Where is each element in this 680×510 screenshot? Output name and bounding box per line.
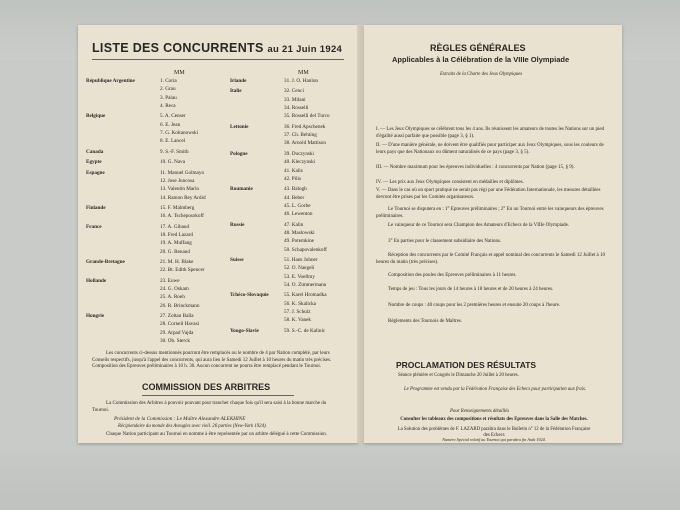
commission-footer: Chaque Nation participant au Tournoi en nomme à être représentée par un arbitre délégué à cette Commission. (106, 432, 328, 437)
competitor-name: 28. Corneil Havasi (160, 321, 200, 328)
competitor-name: 19. A. Muffang (160, 240, 192, 247)
commission-underline (142, 395, 294, 396)
olympic-rule: IV. — Les prix aux Jeux Olympiques consistent en médailles et diplômes. (376, 180, 524, 185)
competitor-name: 1. Coria (160, 78, 177, 84)
competitor-name: 57. J. Schulz (284, 309, 311, 316)
competitor-name: 35. Rosselli del Turco (284, 113, 330, 120)
programme-note: Le Programme est vendu par la Fédération Française des Echecs pour participation aux frais. (403, 387, 587, 392)
charter-extract-label: Extraits de la Charte des Jeux Olympiques (440, 72, 523, 77)
competitor-name: 3. Palau (160, 94, 177, 101)
competitor-name: 12. Jose Juncosa (160, 177, 195, 184)
competitor-name: 33. Milani (284, 96, 306, 103)
competitor-name: 47. Kalin (284, 221, 304, 228)
competitor-name: 49. Potemkine (284, 238, 314, 245)
competitor-name: 8. E. Lancel (160, 138, 186, 145)
tournament-rule: 3° En parties pour le classement subsidiaire des Nations. (388, 239, 502, 244)
country-label: Yougo-Slavie (230, 327, 259, 334)
competitor-name: 43. Balogh (284, 186, 307, 193)
competitor-name: 4. Reca (160, 103, 176, 110)
rules-title: RÈGLES GÉNÉRALES (430, 43, 526, 53)
competitor-name: 41. Kalis (284, 167, 303, 174)
competitor-name: 51. Hans Johner (284, 257, 318, 263)
competitor-name: 29. Arpad Vajda (160, 329, 194, 336)
commission-text: La Commission des Arbitres à pouvoir pouvant pour trancher chaque fois qu'il sera saisi à la bonne marche du Tournoi. (92, 401, 327, 413)
mm-label-left: MM (174, 70, 185, 76)
country-label: Belgique (86, 113, 106, 120)
competitor-name: 22. Bt. Edith Spencer (160, 267, 205, 274)
competitor-name: 46. Lewenton (284, 211, 313, 218)
country-label: Grande-Bretagne (86, 259, 125, 265)
competitor-name: 26. R. Brinckmann (160, 302, 200, 309)
tournament-rule: Nombre de coups : 40 coups pour les 2 premières heures et ensuite 20 coups à l'heure. (388, 303, 561, 308)
title-text: LISTE DES CONCURRENTS (92, 41, 264, 55)
country-label: République Argentine (86, 78, 135, 84)
competitor-name: 20. G. Renaud (160, 248, 190, 255)
olympic-rule: I. — Les Jeux Olympiques se célèbrent tous les 4 ans. Ils réunissent les amateurs de toutes les Nations sur un pied d'égalité aussi parfaite que possible (page 3, § 1). (376, 127, 605, 139)
competitor-name: 34. Rosselli (284, 105, 309, 112)
competitor-name: 5. A. Censer (160, 113, 186, 120)
competitor-name: 45. L. Gorbe (284, 202, 311, 209)
solution-note: La Solution des problèmes de F. LAZARD paraîtra dans le Bulletin n° 12 de la Fédération Française des Echecs (397, 427, 591, 438)
country-label: Irlande (230, 78, 247, 84)
president-note: Récipiendaire du monde des Aveugles avec vieil. 26 parties (New-York 1924). (118, 424, 267, 429)
competitor-name: 7. G. Koltanowski (160, 130, 199, 137)
olympic-rule: V. — Dans le cas où un sport pratiqué ne serait pas régi par une Fédération Internationale, les mesures détaillées devront être prises par les Comités organisateurs. (376, 188, 601, 200)
competitor-name: 53. E. Voellmy (284, 273, 315, 280)
country-label: Espagne (86, 169, 105, 176)
proclamation-text: Séance plénière et Congrès le Dimanche 20 Juillet à 20 heures. (398, 373, 519, 378)
competitor-name: 10. G. Nava (160, 159, 186, 166)
country-label: Russie (230, 221, 245, 228)
rules-subtitle: Applicables à la Célébration de la VIIIe Olympiade (392, 55, 570, 64)
country-label: Canada (86, 148, 104, 155)
competitor-name: 11. Manuel Golmayo (160, 169, 205, 176)
competitor-name: 48. Maslowski (284, 229, 315, 236)
commission-title: COMMISSION DES ARBITRES (142, 382, 271, 392)
country-label: Tchéco-Slovaquie (230, 292, 269, 299)
country-label: Pologne (230, 150, 248, 157)
competitor-name: 50. Schapovalenkoff (284, 246, 327, 253)
olympic-rule: II. — D'une manière générale, ne doivent être qualifiés pour participer aux Jeux Olympiques, sous les couleurs de leurs pays que des Nationaux ou dûment naturalisés de ce pays (page 3, § 5). (376, 143, 604, 155)
competitor-name: 14. Ramon Rey Ardid (160, 194, 206, 201)
competitor-name: 13. Valentin Marin (160, 186, 199, 193)
competitor-name: 52. O. Naegeli (284, 265, 315, 272)
consult-tables-note: Consulter les tableaux des compositions et résultats des Epreuves dans la Salle des Matches. (400, 417, 588, 422)
competitor-name: 30. Ob. Sterck (160, 338, 190, 345)
right-page (364, 25, 622, 443)
proclamation-title: PROCLAMATION DES RÉSULTATS (396, 360, 537, 370)
competitor-name: 38. Arnold Mattison (284, 140, 326, 147)
competitor-name: 18. Fred Lazard (160, 231, 193, 238)
country-label: Egypte (86, 159, 102, 166)
competitor-name: 21. M. H. Blake (160, 259, 194, 265)
competitor-name: 9. S.-F. Smith (160, 148, 189, 155)
title-date: au 21 Juin 1924 (267, 44, 343, 55)
competitor-name: 2. Grau (160, 86, 176, 93)
tournament-rule: Règlements des Tournois de Maîtres. (388, 319, 463, 324)
left-page (78, 25, 358, 443)
tournament-rule: Le Tournoi se disputera en : 1° Epreuves préliminaires ; 2° En un Tournoi entre les vainqueurs des épreuves préliminaires. (376, 207, 604, 219)
competitor-name: 40. Kleczynski (284, 159, 316, 166)
commission-president: Président de la Commission : Le Maître Alexandre ALEKHINE (114, 416, 246, 422)
tabletop-background-lower (0, 440, 680, 510)
tournament-rule: Temps de jeu : Tous les jours de 14 heures à 18 heures et de 20 heures à 24 heures. (388, 287, 554, 292)
competitor-name: 36. Fred Apschenek (284, 123, 326, 130)
solution-sub-note: Numéro Spécial relatif au Tournoi qui paraîtra fin Août 1924. (442, 437, 546, 442)
replacement-note: Les concurrents ci-dessus mentionnés pourront être remplacés ou le nombre de 4 par Nation complété, par leurs Conseils respectifs, jusqu'à l'appel des concurrents, qui aura lieu le Samedi 12 Juillet à 10 heures du matin très précises. Composition des Epreuves préliminaires à 10 h. 30. Aucun concurrent ne pourra être remplacé pendant le Tournoi. (92, 351, 332, 369)
country-label: Roumanie (230, 186, 253, 193)
country-label: France (86, 223, 102, 230)
country-label: Hollande (86, 277, 107, 284)
page-title (92, 42, 342, 55)
competitor-name: 24. G. Oskam (160, 286, 189, 293)
competitor-name: 27. Zoltan Balla (160, 313, 194, 320)
competitor-name: 56. K. Skalicka (284, 300, 316, 307)
competitor-name: 58. K. Vanek (284, 317, 311, 324)
competitor-name: 42. Pilis (284, 175, 302, 182)
tournament-rule: Le vainqueur de ce Tournoi sera Champion des Amateurs d'Echecs de la VIIIe Olympiade. (388, 223, 570, 228)
country-label: Lettonie (230, 123, 249, 130)
mm-label-right: MM (298, 70, 309, 76)
country-label: Finlande (86, 204, 106, 211)
renseignements-label: Pour Renseignements détaillés (450, 409, 510, 414)
tournament-rule: Réception des concurrents par le Comité Français et appel nominal des concurrents le Samedi 12 Juillet à 10 heures du matin (très précises). (376, 253, 606, 265)
competitor-name: 6. E. Jean (160, 121, 181, 128)
title-underline (92, 59, 344, 60)
country-label: Hongrie (86, 313, 105, 320)
country-label: Italie (230, 88, 242, 95)
competitor-name: 54. O. Zimmermann (284, 282, 327, 289)
competitor-name: 59. S.-C. de Kalinic (284, 327, 326, 334)
competitor-name: 44. Beber (284, 194, 305, 201)
competitor-name: 15. F. Malmberg (160, 204, 195, 211)
competitor-name: 32. Cenci (284, 88, 304, 95)
country-label: Suisse (230, 257, 244, 263)
competitor-name: 55. Karel Hromadka (284, 292, 327, 299)
competitor-name: 16. A. Tschepourkoff (160, 213, 204, 220)
competitor-name: 39. Duczynski (284, 150, 314, 157)
competitor-name: 31. J. O. Hanlon (284, 78, 319, 84)
competitor-name: 25. A. Roeh (160, 294, 185, 301)
olympic-rule: III. — Nombre maximum pour les épreuves individuelles : 4 concurrents par Nation (page 15, § 9). (376, 165, 575, 170)
competitor-name: 17. A. Gibaud (160, 223, 190, 230)
competitor-name: 23. Euwe (160, 277, 180, 284)
competitor-name: 37. Ch. Behting (284, 132, 317, 139)
tournament-rule: Composition des poules des Epreuves préliminaires à 11 heures. (388, 273, 517, 278)
